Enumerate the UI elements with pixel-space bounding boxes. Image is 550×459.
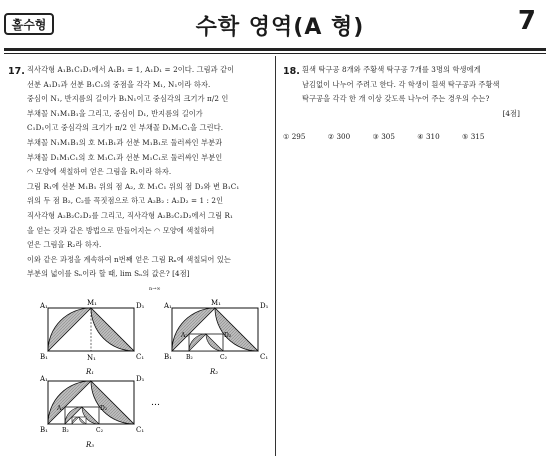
label-m1: M₁ [211,299,221,307]
header-rule-thick [4,48,546,51]
label-a2: A₂ [181,332,188,339]
label-b1: B₁ [40,353,48,361]
page-title: 수학 영역(A 형) [195,15,365,40]
column-divider [275,56,276,456]
label-a1: A₁ [40,302,48,310]
figure-r1 [26,298,156,380]
figure-r2 [150,298,275,380]
label-c1: C₁ [260,353,269,361]
question-18-number: 18. [283,66,300,77]
label-n1: N₁ [87,354,96,362]
label-d1: D₁ [260,302,269,310]
q17-line: 얻은 그림을 R₂라 하자. [27,240,102,250]
label-c2: C₂ [220,354,227,361]
figure-r1-caption: R₁ [86,368,95,376]
label-b1: B₁ [40,426,48,434]
label-c1: C₁ [136,426,145,434]
figure-r3-caption: R₃ [86,441,95,449]
limit-subscript: n→∞ [149,286,161,292]
choice-1[interactable]: ① 295 [283,132,306,141]
q17-line: 부분의 넓이를 Sₙ이라 할 때, lim Sₙ의 값은? [4점] [27,269,190,279]
question-17-number: 17. [8,66,25,77]
q17-line: 직사각형 A₁B₁C₁D₁에서 A₁B₁ = 1, A₁D₁ = 2이다. 그림과 같이 [27,65,235,74]
q17-line: 선분 A₁D₁과 선분 B₁C₁의 중점을 각각 M₁, N₁이라 하자. [27,79,211,89]
q17-line: ◠ 모양에 색칠하여 얻은 그림을 R₁이라 하자. [27,167,172,177]
exam-type-badge: 홀수형 [4,13,54,35]
header-rule-thin [4,53,546,54]
label-c2: C₂ [96,427,103,434]
q18-line: 남김없이 나누어 주려고 한다. 각 학생이 흰색 탁구공과 주황색 [302,79,500,89]
label-b1: B₁ [164,353,172,361]
choice-2[interactable]: ② 300 [327,132,351,141]
label-b2: B₂ [186,354,193,361]
choice-4[interactable]: ④ 310 [417,132,440,141]
q17-line: 위의 두 점 B₂, C₂를 꼭짓점으로 하고 A₂B₂ : A₂D₂ = 1 : 2인 [27,196,224,206]
page-number: 7 [517,6,536,36]
label-a2: A₂ [57,405,64,412]
q17-line: 부채꼴 N₁M₁B₁의 호 M₁B₁과 선분 M₁B₁로 둘러싸인 부분과 [27,137,223,147]
label-m1: M₁ [87,299,97,307]
choice-5[interactable]: ⑤ 315 [462,132,485,141]
figure-r2-caption: R₂ [210,368,219,376]
q17-line: 직사각형 A₂B₂C₂D₂를 그리고, 직사각형 A₂B₂C₂D₂에서 그림 R₁ [27,210,233,220]
q17-line: 그림 R₁에 선분 M₁B₁ 위의 점 A₂, 호 M₁C₁ 위의 점 D₂와 변 B₁C₁ [27,181,240,191]
label-d1: D₁ [136,302,145,310]
label-a1: A₁ [40,375,48,383]
figure-ellipsis: … [151,398,160,408]
label-a1: A₁ [164,302,172,310]
q18-points: [4점] [502,108,520,118]
label-c1: C₁ [136,353,145,361]
q17-line: 을 얻는 것과 같은 방법으로 만들어지는 ◠ 모양에 색칠하여 [27,225,215,235]
q17-line: 이와 같은 과정을 계속하여 n번째 얻은 그림 Rₙ에 색칠되어 있는 [27,254,231,264]
choice-3[interactable]: ③ 305 [372,132,395,141]
label-b2: B₂ [62,427,69,434]
label-d2: D₂ [224,332,232,339]
figure-r3 [26,375,176,457]
question-18-text [302,63,542,121]
question-17-text [27,63,271,282]
q17-line: 중심이 N₁, 반지름의 길이가 B₁N₁이고 중심각의 크기가 π/2 인 [27,94,229,104]
q17-line: 부채꼴 N₁M₁B₁을 그리고, 중심이 D₁, 반지름의 길이가 [27,108,203,118]
q17-line: C₁D₁이고 중심각의 크기가 π/2 인 부채꼴 D₁M₁C₁을 그린다. [27,123,224,133]
label-d2: D₂ [100,405,108,412]
q18-line: 흰색 탁구공 8개와 주황색 탁구공 7개를 3명의 학생에게 [302,65,481,74]
q18-line: 탁구공을 각각 한 개 이상 갖도록 나누어 주는 경우의 수는? [302,94,490,104]
label-d1: D₁ [136,375,145,383]
q17-line: 부채꼴 D₁M₁C₁의 호 M₁C₁과 선분 M₁C₁로 둘러싸인 부분인 [27,152,223,162]
q18-choices [283,132,543,141]
